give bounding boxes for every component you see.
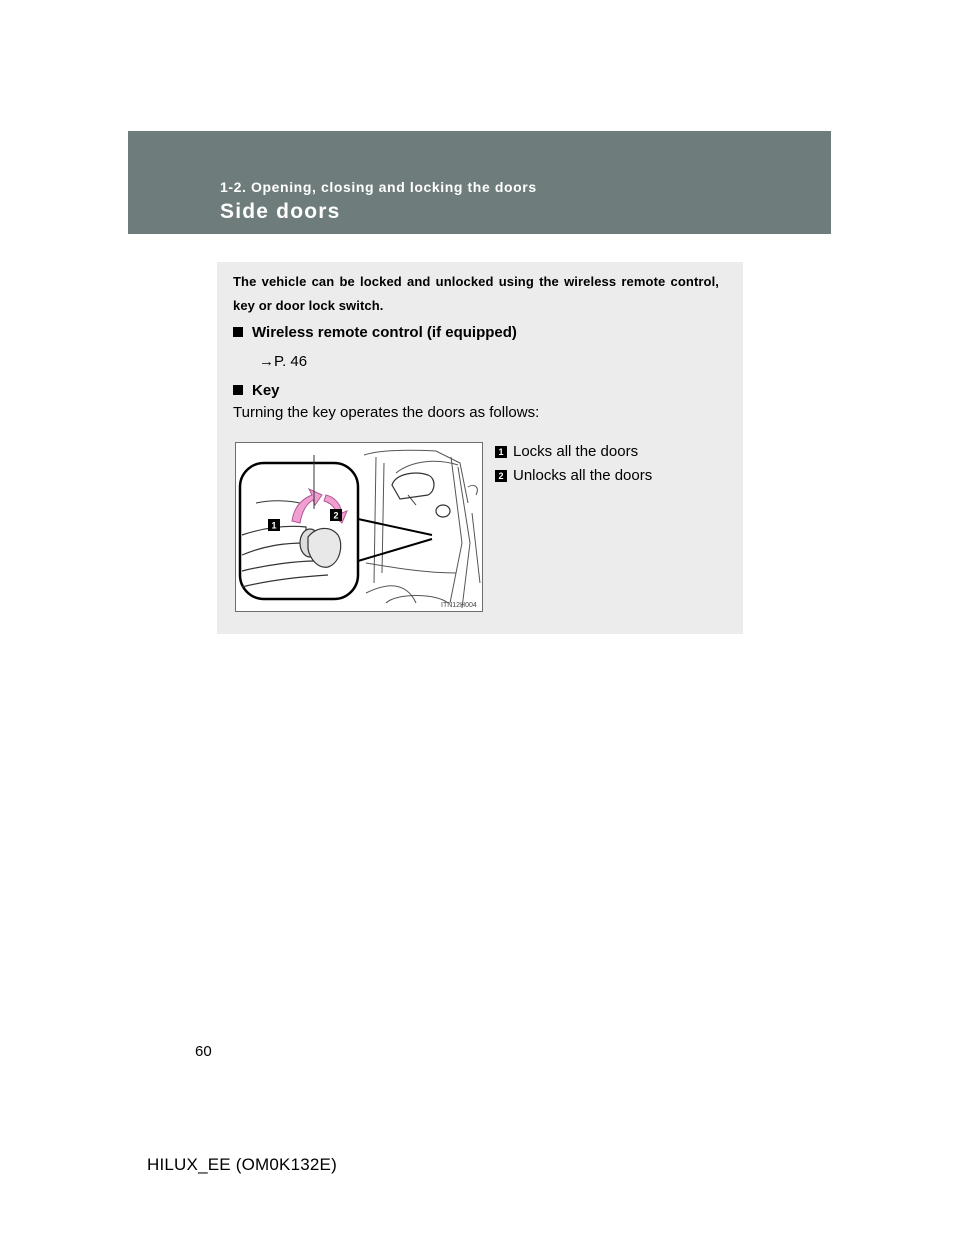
legend-text: Locks all the doors [513, 443, 639, 460]
remote-heading-label: Wireless remote control (if equipped) [252, 324, 517, 341]
legend-item [495, 467, 652, 484]
legend-number: 2 [495, 470, 507, 482]
door-key-illustration [235, 442, 483, 612]
page-title: Side doors [220, 200, 341, 223]
illustration-code: ITN12H004 [441, 602, 477, 609]
legend-item [495, 443, 638, 460]
manual-footer: HILUX_EE (OM0K132E) [147, 1155, 337, 1174]
callout-2: 2 [333, 510, 339, 521]
content-panel [217, 262, 743, 634]
page-number: 60 [195, 1043, 212, 1060]
door-key-drawing [236, 443, 482, 611]
key-description: Turning the key operates the doors as follows: [233, 404, 540, 421]
page-reference[interactable]: →P. 46 [259, 353, 308, 370]
callout-1: 1 [271, 520, 277, 531]
key-heading-label: Key [252, 382, 280, 399]
square-bullet-icon [233, 327, 243, 337]
section-heading: 1-2. Opening, closing and locking the doors [220, 179, 537, 195]
chapter-header [128, 131, 831, 234]
key-heading [233, 382, 280, 399]
square-bullet-icon [233, 385, 243, 395]
intro-text: The vehicle can be locked and unlocked using the wireless remote control, key or door lock switch. [233, 274, 719, 313]
legend-text: Unlocks all the doors [513, 467, 653, 484]
remote-heading [233, 324, 517, 341]
legend-number: 1 [495, 446, 507, 458]
